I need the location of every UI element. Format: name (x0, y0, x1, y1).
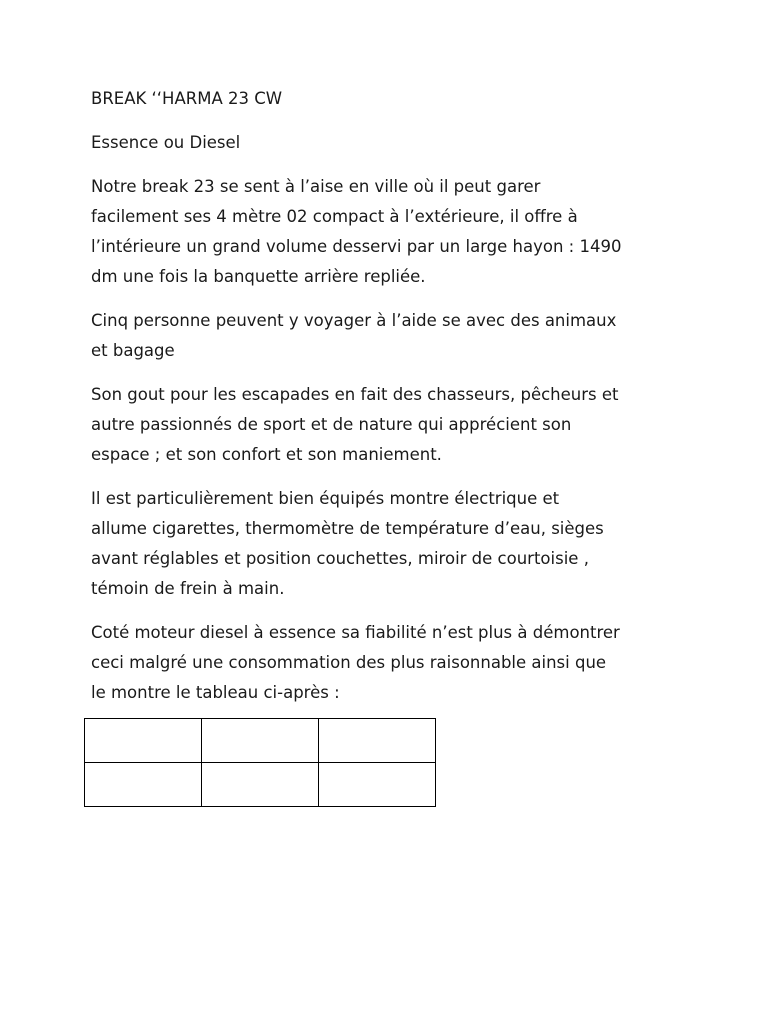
paragraph-4 (91, 484, 691, 604)
text-line: le montre le tableau ci-après : (91, 683, 340, 702)
paragraph-3 (91, 380, 691, 470)
document-page (91, 84, 691, 722)
paragraph-5 (91, 618, 691, 708)
text-line: facilement ses 4 mètre 02 compact à l’extérieure, il offre à (91, 207, 578, 226)
table-cell (202, 719, 319, 763)
table-cell (202, 763, 319, 807)
text-line: allume cigarettes, thermomètre de température d’eau, sièges (91, 519, 604, 538)
table-cell (85, 763, 202, 807)
text-line: Notre break 23 se sent à l’aise en ville où il peut garer (91, 177, 541, 196)
data-table (84, 718, 436, 807)
text-line: Coté moteur diesel à essence sa fiabilité n’est plus à démontrer (91, 623, 620, 642)
document-title (91, 84, 691, 114)
text-line: témoin de frein à main. (91, 579, 285, 598)
title-line: BREAK ‘‘HARMA 23 CW (91, 89, 283, 108)
text-line: Son gout pour les escapades en fait des chasseurs, pêcheurs et (91, 385, 619, 404)
text-line: espace ; et son confort et son maniement. (91, 445, 442, 464)
document-subtitle (91, 128, 691, 158)
text-line: autre passionnés de sport et de nature qui apprécient son (91, 415, 572, 434)
table-row (85, 719, 436, 763)
table-row (85, 763, 436, 807)
text-line: Cinq personne peuvent y voyager à l’aide se avec des animaux (91, 311, 617, 330)
paragraph-1 (91, 172, 691, 292)
table-cell (319, 719, 436, 763)
table-cell (85, 719, 202, 763)
text-line: dm une fois la banquette arrière repliée. (91, 267, 426, 286)
text-line: Il est particulièrement bien équipés montre électrique et (91, 489, 560, 508)
text-line: avant réglables et position couchettes, miroir de courtoisie , (91, 549, 589, 568)
table-cell (319, 763, 436, 807)
subtitle-line: Essence ou Diesel (91, 133, 241, 152)
paragraph-2 (91, 306, 691, 366)
text-line: ceci malgré une consommation des plus raisonnable ainsi que (91, 653, 607, 672)
text-line: et bagage (91, 341, 175, 360)
text-line: l’intérieure un grand volume desservi par un large hayon : 1490 (91, 237, 622, 256)
